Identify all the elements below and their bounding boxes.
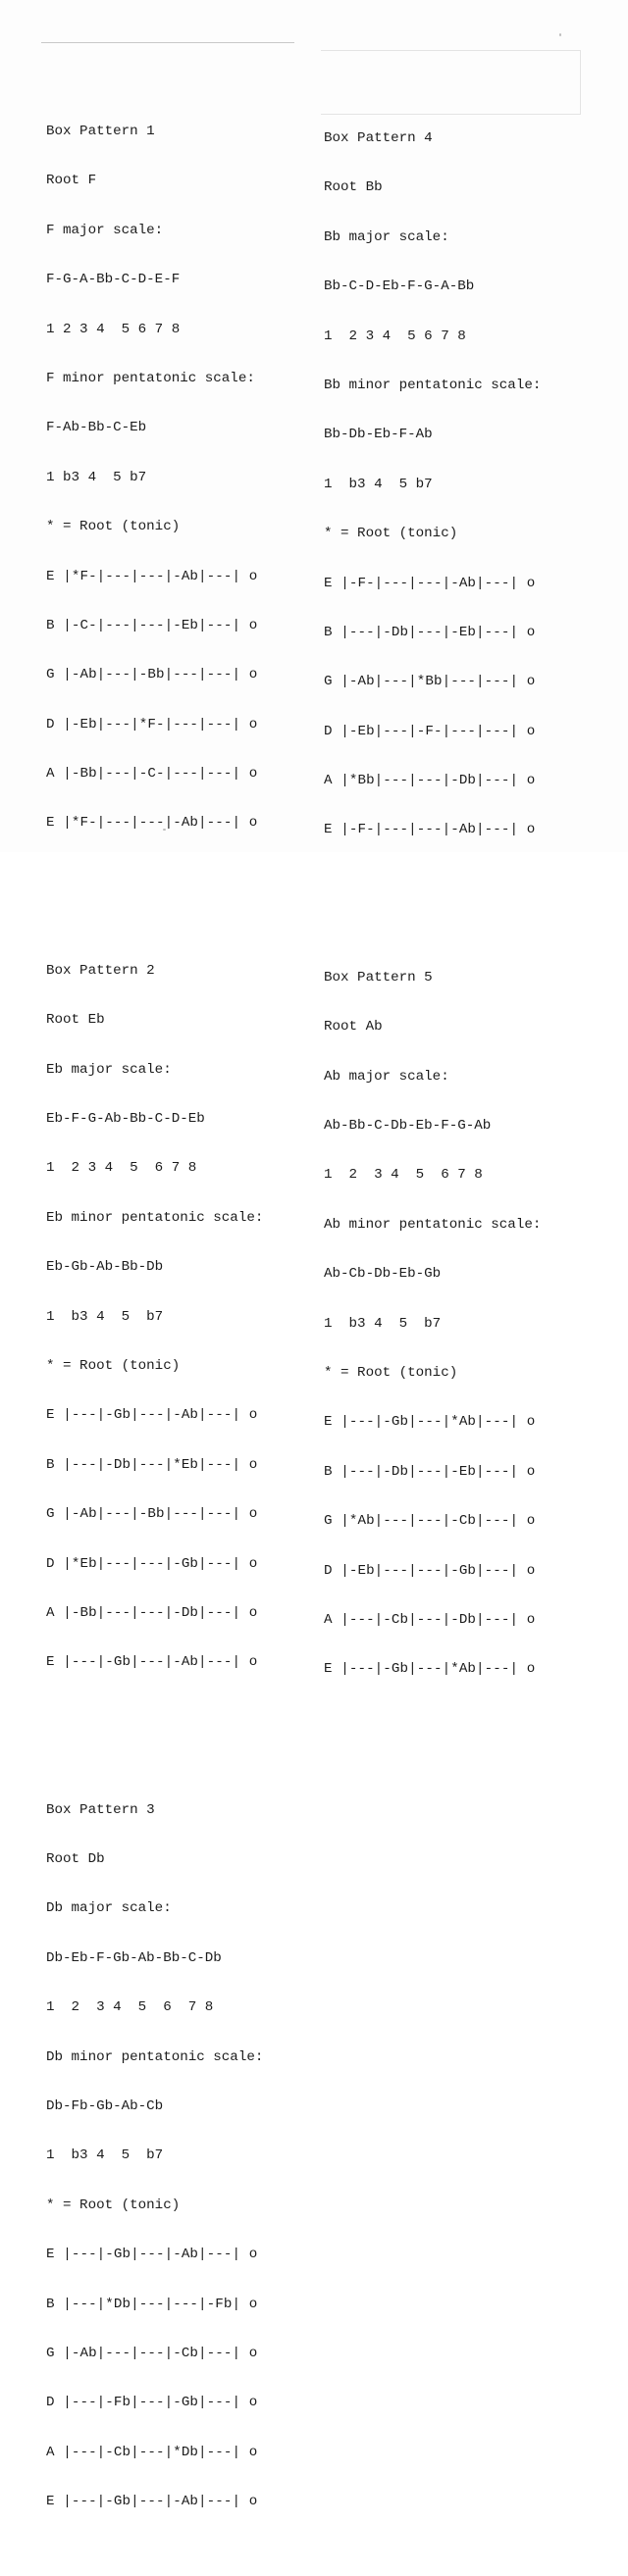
pattern-title: Box Pattern 5 [324, 969, 433, 985]
major-scale-notes: Ab-Bb-C-Db-Eb-F-G-Ab [324, 1118, 492, 1134]
pentatonic-label: F minor pentatonic scale: [46, 370, 255, 386]
pentatonic-label: Ab minor pentatonic scale: [324, 1216, 542, 1233]
tab-string-row: E |*F-|---|---|-Ab|---| o [46, 568, 258, 584]
pentatonic-degrees: 1 b3 4 5 b7 [46, 1308, 164, 1325]
tab-string-row: A |---|-Cb|---|*Db|---| o [46, 2444, 258, 2460]
scan-speck [559, 33, 561, 36]
right-column [324, 48, 541, 1743]
box-pattern-1 [46, 90, 263, 864]
tab-string-row: A |-Bb|---|-C-|---|---| o [46, 766, 258, 783]
major-scale-degrees: 1 2 3 4 5 6 7 8 [46, 1160, 197, 1177]
pattern-root: Root Db [46, 1851, 105, 1868]
major-scale-degrees: 1 2 3 4 5 6 7 8 [46, 321, 181, 337]
pattern-title: Box Pattern 1 [46, 123, 155, 139]
major-scale-label: Ab major scale: [324, 1068, 449, 1085]
pattern-root: Root F [46, 173, 97, 189]
major-scale-label: Eb major scale: [46, 1061, 172, 1078]
pentatonic-label: Bb minor pentatonic scale: [324, 377, 542, 393]
root-legend: * = Root (tonic) [324, 526, 458, 542]
pattern-root: Root Bb [324, 179, 383, 196]
tab-string-row: G |*Ab|---|---|-Cb|---| o [324, 1513, 536, 1530]
pentatonic-label: Db minor pentatonic scale: [46, 2048, 264, 2065]
tab-string-row: G |-Ab|---|-Bb|---|---| o [46, 1506, 258, 1523]
major-scale-notes: Eb-F-G-Ab-Bb-C-D-Eb [46, 1111, 205, 1127]
tab-string-row: E |---|-Gb|---|*Ab|---| o [324, 1661, 536, 1678]
tab-string-row: B |---|-Db|---|*Eb|---| o [46, 1456, 258, 1473]
pentatonic-degrees: 1 b3 4 5 b7 [46, 2147, 164, 2164]
root-legend: * = Root (tonic) [46, 2197, 181, 2213]
major-scale-degrees: 1 2 3 4 5 6 7 8 [324, 328, 466, 344]
box-pattern-2 [46, 930, 263, 1703]
root-legend: * = Root (tonic) [324, 1364, 458, 1381]
pentatonic-label: Eb minor pentatonic scale: [46, 1209, 264, 1226]
tab-string-row: D |-Eb|---|---|-Gb|---| o [324, 1562, 536, 1579]
tab-string-row: B |-C-|---|---|-Eb|---| o [46, 617, 258, 633]
pattern-root: Root Eb [46, 1012, 105, 1029]
tab-string-row: D |---|-Fb|---|-Gb|---| o [46, 2395, 258, 2411]
tab-string-row: E |-F-|---|---|-Ab|---| o [324, 575, 536, 591]
tab-string-row: D |-Eb|---|-F-|---|---| o [324, 723, 536, 739]
tab-string-row: E |*F-|---|---|-Ab|---| o [46, 815, 258, 832]
pattern-title: Box Pattern 2 [46, 962, 155, 979]
root-legend: * = Root (tonic) [46, 519, 181, 535]
tab-string-row: G |-Ab|---|-Bb|---|---| o [46, 667, 258, 683]
pattern-title: Box Pattern 4 [324, 129, 433, 146]
tab-string-row: G |-Ab|---|*Bb|---|---| o [324, 674, 536, 690]
box-pattern-3 [46, 1769, 263, 2543]
pentatonic-notes: Eb-Gb-Ab-Bb-Db [46, 1259, 164, 1276]
left-column [46, 41, 263, 2576]
tab-string-row: E |-F-|---|---|-Ab|---| o [324, 822, 536, 838]
tab-string-row: A |*Bb|---|---|-Db|---| o [324, 773, 536, 789]
major-scale-notes: F-G-A-Bb-C-D-E-F [46, 272, 181, 288]
tab-string-row: D |-Eb|---|*F-|---|---| o [46, 716, 258, 732]
tab-string-row: E |---|-Gb|---|*Ab|---| o [324, 1414, 536, 1431]
tab-string-row: A |-Bb|---|---|-Db|---| o [46, 1604, 258, 1621]
box-pattern-4 [324, 97, 541, 871]
pattern-title: Box Pattern 3 [46, 1801, 155, 1818]
major-scale-label: F major scale: [46, 222, 164, 238]
box-pattern-5 [324, 936, 541, 1710]
pentatonic-notes: F-Ab-Bb-C-Eb [46, 420, 147, 436]
root-legend: * = Root (tonic) [46, 1357, 181, 1374]
pentatonic-notes: Ab-Cb-Db-Eb-Gb [324, 1266, 442, 1283]
tab-string-row: B |---|*Db|---|---|-Fb| o [46, 2296, 258, 2312]
tab-string-row: E |---|-Gb|---|-Ab|---| o [46, 1654, 258, 1671]
pentatonic-degrees: 1 b3 4 5 b7 [324, 1315, 442, 1332]
pentatonic-degrees: 1 b3 4 5 b7 [324, 476, 433, 492]
major-scale-degrees: 1 2 3 4 5 6 7 8 [324, 1167, 483, 1184]
major-scale-notes: Bb-C-D-Eb-F-G-A-Bb [324, 278, 475, 295]
tab-string-row: E |---|-Gb|---|-Ab|---| o [46, 2494, 258, 2510]
major-scale-degrees: 1 2 3 4 5 6 7 8 [46, 1999, 214, 2016]
tab-string-row: B |---|-Db|---|-Eb|---| o [324, 624, 536, 640]
pentatonic-notes: Bb-Db-Eb-F-Ab [324, 427, 433, 443]
major-scale-label: Bb major scale: [324, 228, 449, 245]
tab-string-row: E |---|-Gb|---|-Ab|---| o [46, 2247, 258, 2263]
tab-string-row: E |---|-Gb|---|-Ab|---| o [46, 1407, 258, 1424]
tab-string-row: D |*Eb|---|---|-Gb|---| o [46, 1555, 258, 1572]
tab-string-row: B |---|-Db|---|-Eb|---| o [324, 1463, 536, 1480]
major-scale-notes: Db-Eb-F-Gb-Ab-Bb-C-Db [46, 1949, 222, 1966]
pentatonic-degrees: 1 b3 4 5 b7 [46, 469, 147, 485]
major-scale-label: Db major scale: [46, 1900, 172, 1917]
tab-string-row: G |-Ab|---|---|-Cb|---| o [46, 2345, 258, 2361]
pentatonic-notes: Db-Fb-Gb-Ab-Cb [46, 2098, 164, 2115]
tab-string-row: A |---|-Cb|---|-Db|---| o [324, 1611, 536, 1628]
pattern-root: Root Ab [324, 1019, 383, 1035]
